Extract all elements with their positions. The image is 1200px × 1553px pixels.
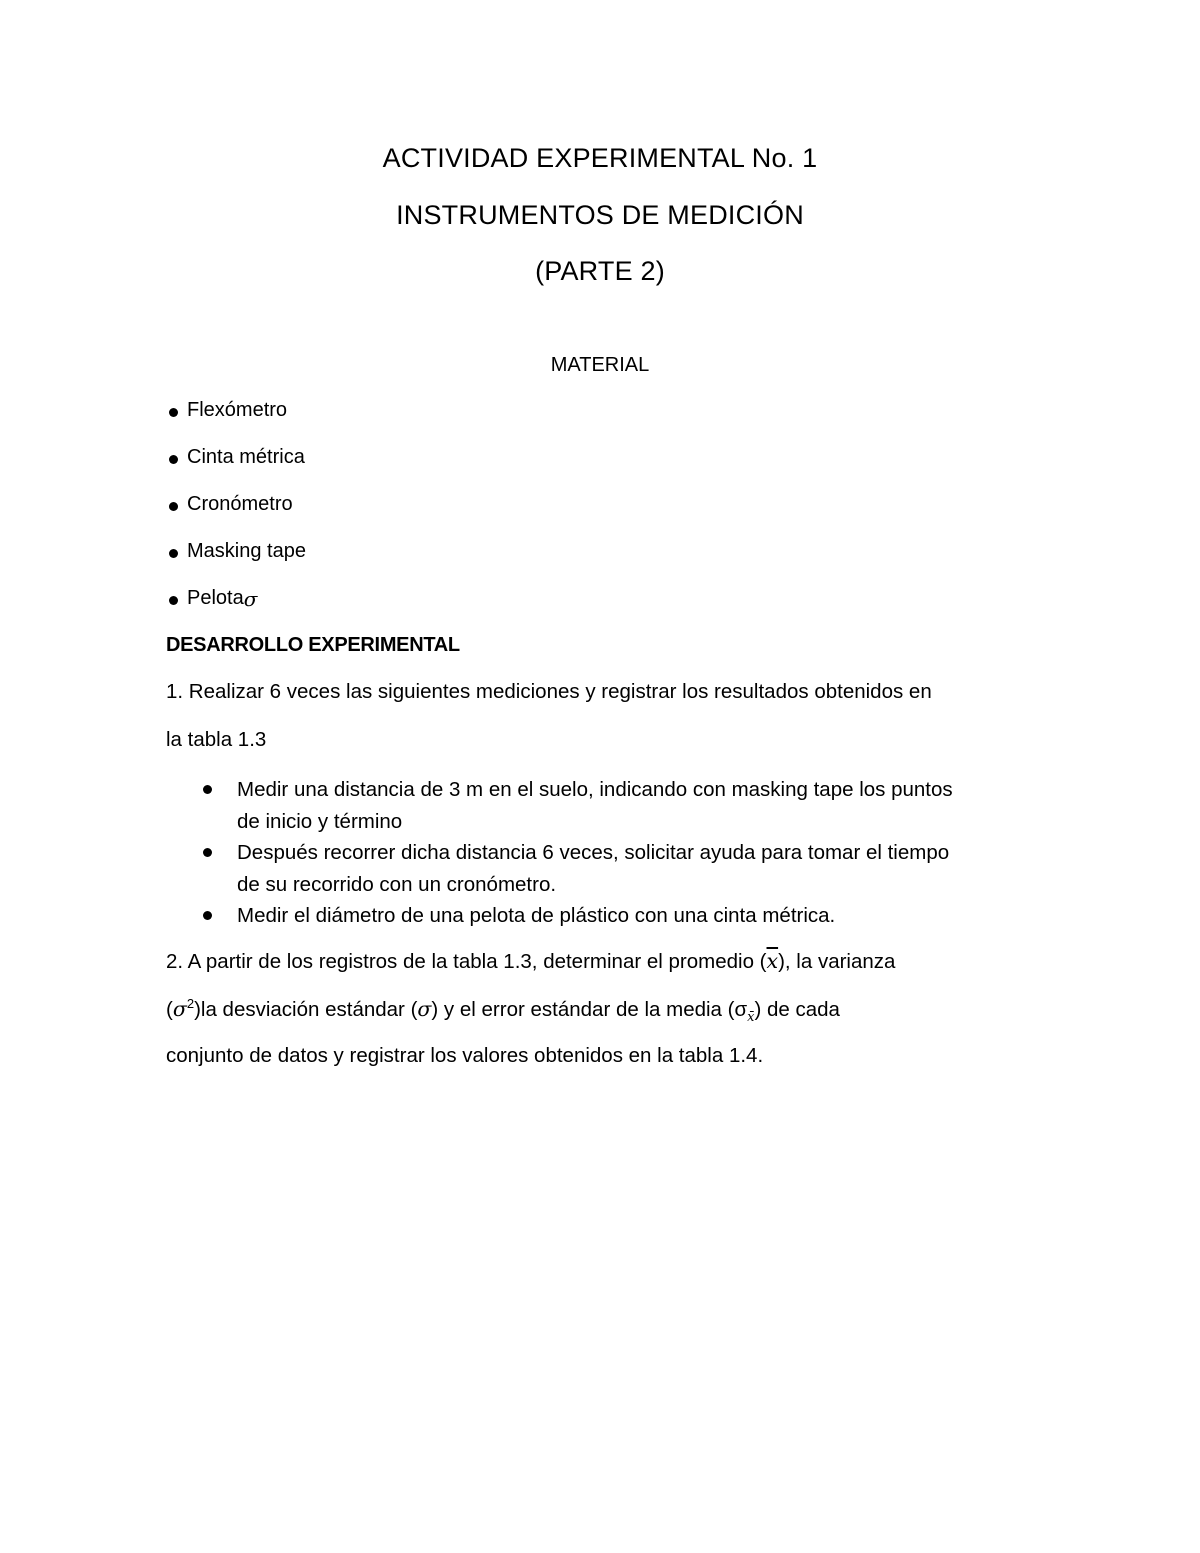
- material-heading: MATERIAL: [550, 354, 650, 376]
- substep-list: [200, 774, 960, 932]
- list-item: Flexómetro: [166, 399, 306, 446]
- document-subtitle: INSTRUMENTOS DE MEDICIÓN: [396, 200, 804, 230]
- step1-text: 1. Realizar 6 veces las siguientes mediciones y registrar los resultados obtenidos en: [166, 680, 932, 703]
- list-item: Pelota σ: [166, 587, 306, 634]
- step2-text-cont: $(\sigma^2)la$ desviación estándar (σ) y el error estándar de la media $(\sigma_{x̄})$ de cada: [166, 996, 840, 1025]
- document-part: (PARTE 2): [535, 256, 665, 286]
- list-item: Medir una distancia de 3 m en el suelo, indicando con masking tape los puntos de inicio y término: [200, 774, 960, 837]
- step1-text-cont: la tabla 1.3: [166, 728, 267, 751]
- step2-text: 2. A partir de los registros de la tabla 1.3, determinar el promedio $(\overline{x})$, la varianza: [166, 949, 896, 973]
- document-title: ACTIVIDAD EXPERIMENTAL No. 1: [382, 143, 818, 173]
- material-list: [166, 399, 306, 634]
- list-item: Cronómetro: [166, 493, 306, 540]
- list-item: Cinta métrica: [166, 446, 306, 493]
- bullet-icon: [169, 455, 178, 464]
- bullet-icon: [169, 502, 178, 511]
- std-error-subscript: x̄: [747, 1009, 755, 1025]
- std-dev-symbol: σ: [417, 996, 432, 1021]
- bullet-icon: [203, 785, 212, 794]
- bullet-icon: [169, 596, 178, 605]
- section-heading: DESARROLLO EXPERIMENTAL: [166, 634, 460, 656]
- variance-symbol: σ: [172, 996, 187, 1021]
- sigma-symbol: σ: [243, 587, 258, 611]
- list-item: Masking tape: [166, 540, 306, 587]
- bullet-icon: [169, 549, 178, 558]
- list-item: Después recorrer dicha distancia 6 veces, solicitar ayuda para tomar el tiempo de su recorrido con un cronómetro.: [200, 837, 960, 900]
- bullet-icon: [169, 408, 178, 417]
- step2-text-end: conjunto de datos y registrar los valores obtenidos en la tabla 1.4.: [166, 1044, 764, 1067]
- bullet-icon: [203, 848, 212, 857]
- mean-symbol: $\overline{x}$: [766, 949, 779, 973]
- list-item: Medir el diámetro de una pelota de plástico con una cinta métrica.: [200, 900, 960, 932]
- bullet-icon: [203, 911, 212, 920]
